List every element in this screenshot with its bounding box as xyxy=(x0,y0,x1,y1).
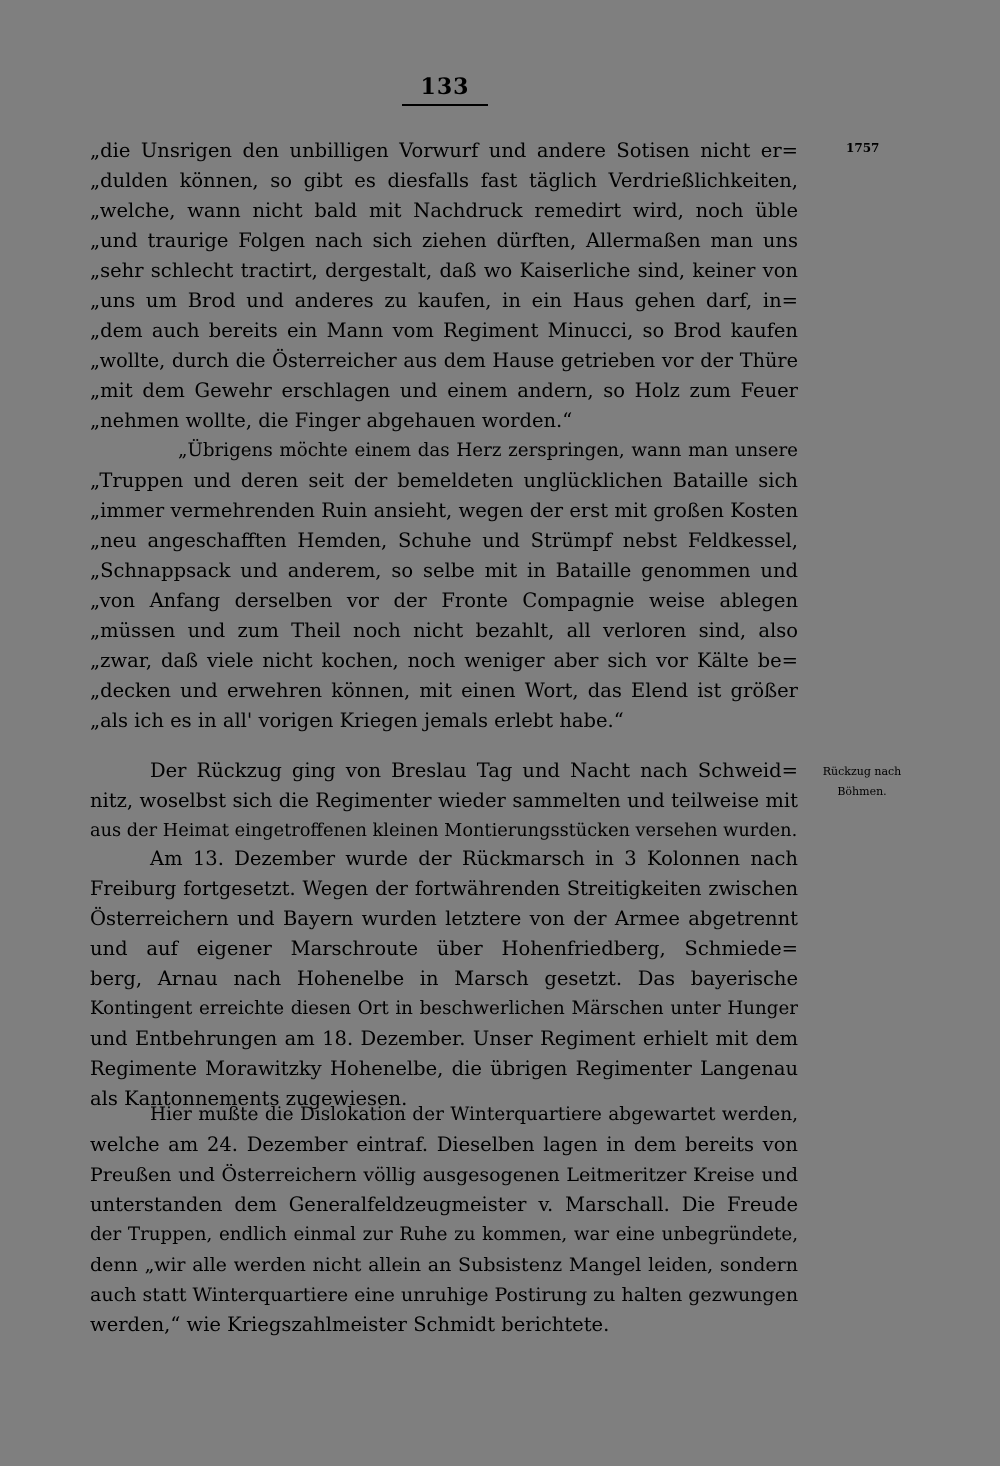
text-line: Am 13. Dezember wurde der Rückmarsch in 3 Kolonnen nach xyxy=(150,847,798,870)
page-number: 133 xyxy=(420,74,470,100)
text-line: „dulden können, so gibt es diesfalls fast täglich Verdrießlichkeiten, xyxy=(90,169,798,192)
margin-note-line: Böhmen. xyxy=(837,785,887,798)
text-line: „Schnappsack und anderem, so selbe mit in Bataille genommen und xyxy=(90,559,798,582)
text-line: Kontingent erreichte diesen Ort in beschwerlichen Märschen unter Hunger xyxy=(90,998,798,1019)
text-line: „immer vermehrenden Ruin ansieht, wegen der erst mit großen Kosten xyxy=(90,499,798,522)
text-line: aus der Heimat eingetroffenen kleinen Montierungsstücken versehen wurden. xyxy=(90,821,798,841)
text-line: „mit dem Gewehr erschlagen und einem andern, so Holz zum Feuer xyxy=(90,379,798,402)
text-line: „welche, wann nicht bald mit Nachdruck remedirt wird, noch üble xyxy=(90,199,798,222)
text-line: „Übrigens möchte einem das Herz zerspringen, wann man unsere xyxy=(178,440,798,461)
paragraph-2 xyxy=(90,844,798,1114)
text-line: „als ich es in all' vorigen Kriegen jemals erlebt habe.“ xyxy=(90,709,624,732)
text-line: „decken und erwehren können, mit einen Wort, das Elend ist größer xyxy=(90,679,798,702)
text-line: Österreichern und Bayern wurden letztere von der Armee abgetrennt xyxy=(90,907,798,930)
page-number-rule xyxy=(402,104,488,106)
text-line: „Truppen und deren seit der bemeldeten unglücklichen Bataille sich xyxy=(90,469,798,492)
text-line: Regimente Morawitzky Hohenelbe, die übrigen Regimenter Langenau xyxy=(90,1057,798,1080)
paragraph-1 xyxy=(90,756,798,846)
text-line: „wollte, durch die Österreicher aus dem Hause getrieben vor der Thüre xyxy=(90,349,798,372)
text-line: Preußen und Österreichern völlig ausgesogenen Leitmeritzer Kreise und xyxy=(90,1164,798,1186)
text-line: auch statt Winterquartiere eine unruhige Postirung zu halten gezwungen xyxy=(90,1284,799,1306)
text-line: denn „wir alle werden nicht allein an Subsistenz Mangel leiden, sondern xyxy=(90,1254,798,1276)
margin-note-line: Rückzug nach xyxy=(822,765,902,778)
quote-block-1 xyxy=(90,136,798,436)
quote-block-2 xyxy=(90,436,798,736)
text-line: Der Rückzug ging von Breslau Tag und Nacht nach Schweid= xyxy=(150,759,798,782)
text-line: „zwar, daß viele nicht kochen, noch weniger aber sich vor Kälte be= xyxy=(90,649,798,672)
margin-note xyxy=(814,762,910,802)
text-line: „nehmen wollte, die Finger abgehauen worden.“ xyxy=(90,409,573,432)
text-line: welche am 24. Dezember eintraf. Dieselben lagen in dem bereits von xyxy=(90,1133,798,1156)
text-line: „müssen und zum Theil noch nicht bezahlt, all verloren sind, also xyxy=(90,619,798,642)
text-line: werden,“ wie Kriegszahlmeister Schmidt berichtete. xyxy=(90,1313,610,1336)
text-line: als Kantonnements zugewiesen. xyxy=(90,1087,408,1110)
text-line: berg, Arnau nach Hohenelbe in Marsch gesetzt. Das bayerische xyxy=(90,967,798,990)
text-line: nitz, woselbst sich die Regimenter wieder sammelten und teilweise mit xyxy=(90,789,798,812)
text-line: Freiburg fortgesetzt. Wegen der fortwährenden Streitigkeiten zwischen xyxy=(90,877,798,900)
text-line: „neu angeschafften Hemden, Schuhe und Strümpf nebst Feldkessel, xyxy=(90,529,798,552)
margin-year: 1757 xyxy=(846,141,880,155)
text-line: der Truppen, endlich einmal zur Ruhe zu kommen, war eine unbegründete, xyxy=(90,1224,798,1245)
text-line: „die Unsrigen den unbilligen Vorwurf und andere Sotisen nicht er= xyxy=(90,139,798,162)
text-line: „uns um Brod und anderes zu kaufen, in ein Haus gehen darf, in= xyxy=(90,289,798,312)
text-line: „von Anfang derselben vor der Fronte Compagnie weise ablegen xyxy=(90,589,798,612)
paragraph-3 xyxy=(90,1100,798,1340)
text-line: Hier mußte die Dislokation der Winterquartiere abgewartet werden, xyxy=(150,1104,798,1125)
text-line: unterstanden dem Generalfeldzeugmeister v. Marschall. Die Freude xyxy=(90,1193,798,1216)
text-line: „sehr schlecht tractirt, dergestalt, daß wo Kaiserliche sind, keiner von xyxy=(90,259,798,282)
text-line: „und traurige Folgen nach sich ziehen dürften, Allermaßen man uns xyxy=(90,229,798,252)
text-line: „dem auch bereits ein Mann vom Regiment Minucci, so Brod kaufen xyxy=(90,319,798,342)
text-line: und Entbehrungen am 18. Dezember. Unser Regiment erhielt mit dem xyxy=(90,1027,798,1050)
text-line: und auf eigener Marschroute über Hohenfriedberg, Schmiede= xyxy=(90,937,798,960)
